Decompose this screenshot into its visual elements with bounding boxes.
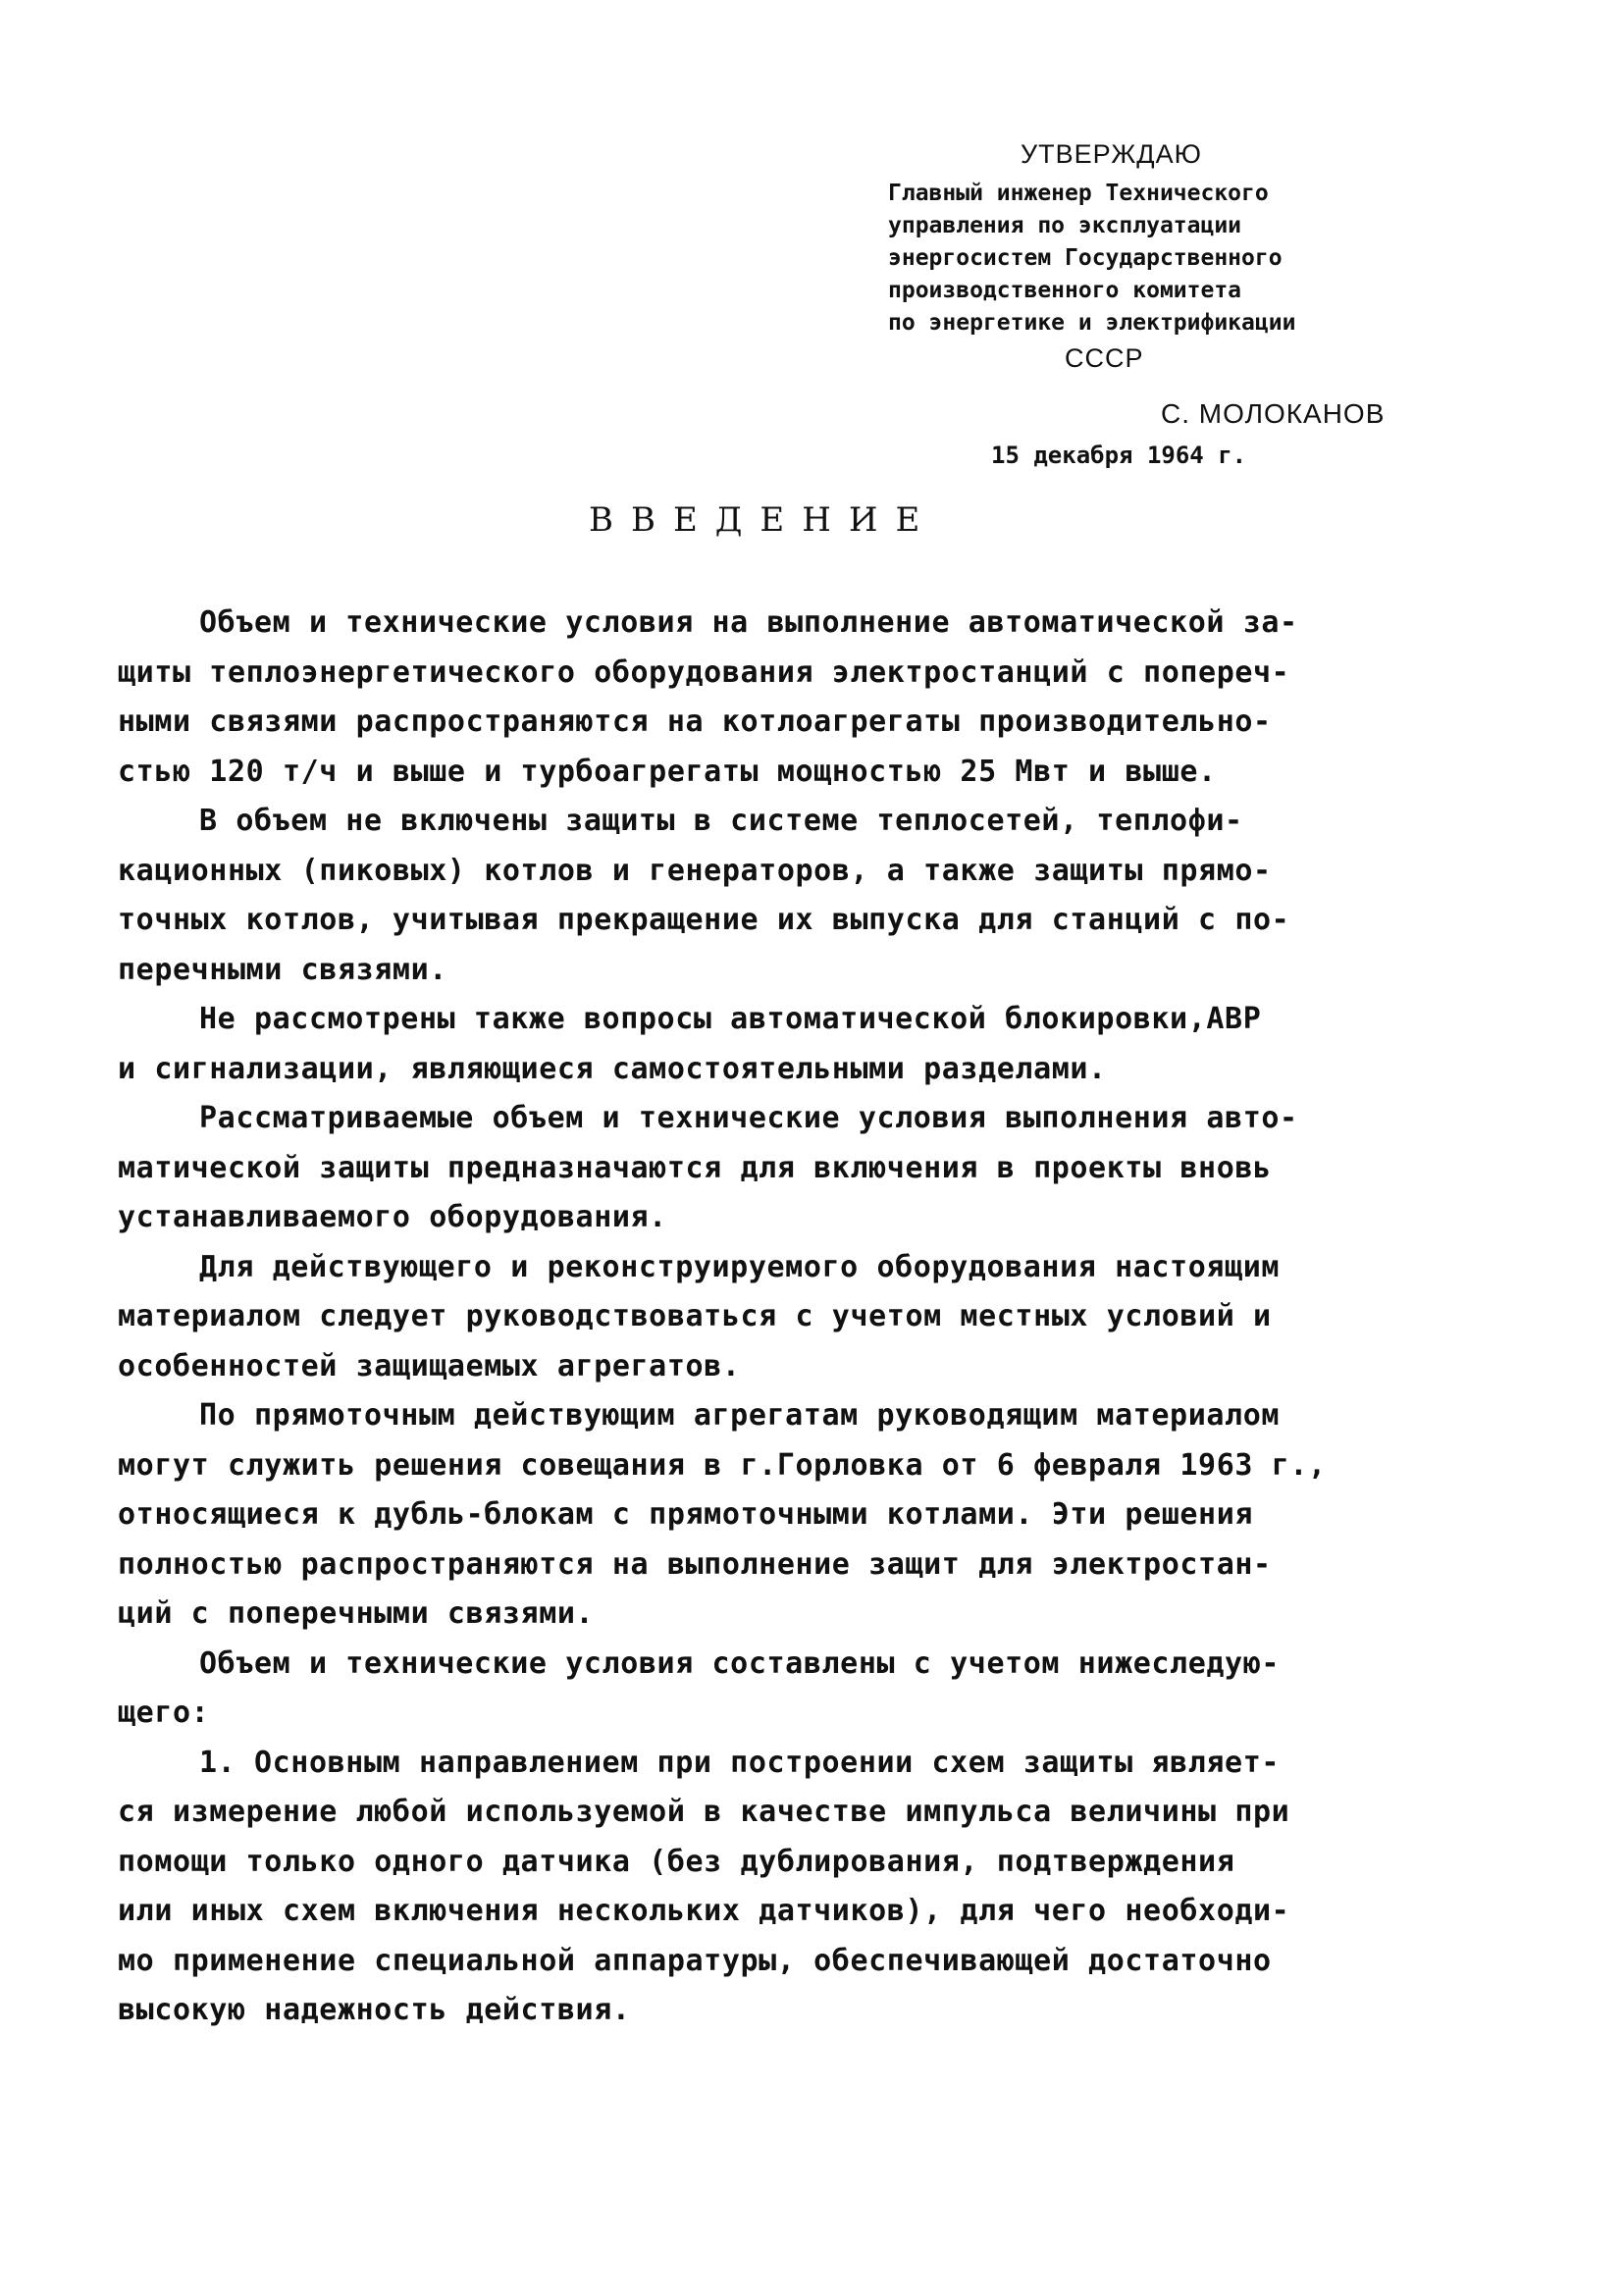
body-line: высокую надежность действия. <box>118 1993 631 2027</box>
body-line: Рассматриваемые объем и технические условия выполнения авто- <box>199 1101 1298 1135</box>
body-line: Объем и технические условия на выполнение автоматической за- <box>199 605 1298 640</box>
body-line: устанавливаемого оборудования. <box>118 1200 667 1234</box>
body-text <box>118 599 1413 2036</box>
approval-position-line: Главный инженер Технического <box>888 181 1269 206</box>
body-line: перечными связями. <box>118 952 447 987</box>
approval-position-line: производственного комитета <box>888 278 1242 303</box>
body-line: точных котлов, учитывая прекращение их выпуска для станций с по- <box>118 903 1290 937</box>
body-line: Объем и технические условия составлены с учетом нижеследую- <box>199 1645 1281 1681</box>
body-line: мо применение специальной аппаратуры, обеспечивающей достаточно <box>118 1943 1272 1978</box>
body-line: щиты теплоэнергетического оборудования электростанций с попереч- <box>118 654 1290 690</box>
body-line: и сигнализации, являющиеся самостоятельными разделами. <box>118 1051 1107 1086</box>
body-line: ций с поперечными связями. <box>118 1596 595 1631</box>
body-line: могут служить решения совещания в г.Горловка от 6 февраля 1963 г., <box>118 1447 1327 1483</box>
body-line: относящиеся к дубль-блокам с прямоточными котлами. Эти решения <box>118 1497 1254 1532</box>
body-line: стью 120 т/ч и выше и турбоагрегаты мощностью 25 Мвт и выше. <box>118 754 1217 789</box>
approval-position-line: управления по эксплуатации <box>888 213 1242 238</box>
body-line: материалом следует руководствоваться с учетом местных условий и <box>118 1299 1272 1333</box>
approval-country: СССР <box>1065 343 1144 373</box>
approval-title: УТВЕРЖДАЮ <box>1021 139 1202 169</box>
body-line: щего: <box>118 1696 210 1730</box>
body-line: ными связями распространяются на котлоагрегаты производительно- <box>118 704 1272 739</box>
signer-name: С. МОЛОКАНОВ <box>1161 398 1386 429</box>
body-line: полностью распространяются на выполнение защит для электростан- <box>118 1546 1272 1582</box>
approval-position <box>888 177 1295 339</box>
body-line: Не рассмотрены также вопросы автоматической блокировки,АВР <box>199 1002 1262 1036</box>
body-line: В объем не включены защиты в системе теплосетей, теплофи- <box>199 804 1243 838</box>
body-line: или иных схем включения нескольких датчиков), для чего необходи- <box>118 1894 1290 1928</box>
approval-position-line: по энергетике и электрификации <box>888 310 1296 336</box>
body-line: кационных (пиковых) котлов и генераторов, а также защиты прямо- <box>118 853 1272 888</box>
body-line: 1. Основным направлением при построении схем защиты являет- <box>199 1745 1281 1780</box>
approval-date: 15 декабря 1964 г. <box>991 442 1247 469</box>
body-line: ся измерение любой используемой в качестве импульса величины при <box>118 1795 1290 1829</box>
body-line: По прямоточным действующим агрегатам руководящим материалом <box>199 1398 1281 1433</box>
body-line: особенностей защищаемых агрегатов. <box>118 1348 741 1383</box>
body-line: матической защиты предназначаются для включения в проекты вновь <box>118 1150 1272 1185</box>
approval-position-line: энергосистем Государственного <box>888 245 1283 271</box>
body-line: помощи только одного датчика (без дублирования, подтверждения <box>118 1844 1235 1879</box>
section-heading: ВВЕДЕНИЕ <box>589 500 938 540</box>
body-line: Для действующего и реконструируемого оборудования настоящим <box>199 1249 1281 1284</box>
